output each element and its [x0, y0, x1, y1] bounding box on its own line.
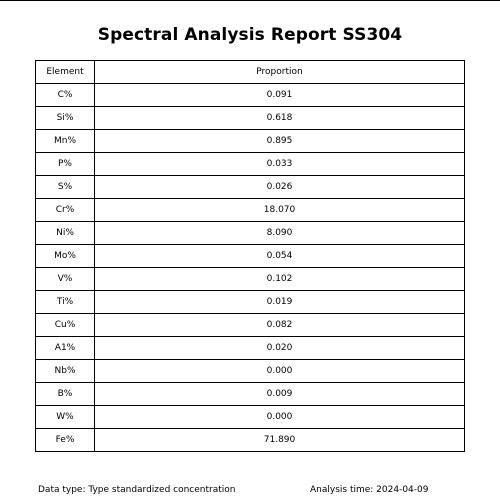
table-header-row: [36, 61, 465, 84]
table-row: [36, 222, 465, 245]
element-cell: C%: [36, 84, 95, 107]
proportion-cell: 0.102: [95, 268, 465, 291]
element-cell: Fe%: [36, 429, 95, 452]
table-row: [36, 383, 465, 406]
proportion-cell: 0.618: [95, 107, 465, 130]
table-row: [36, 84, 465, 107]
element-cell: B%: [36, 383, 95, 406]
proportion-cell: 0.000: [95, 360, 465, 383]
spectral-analysis-table: [35, 60, 465, 452]
element-cell: Si%: [36, 107, 95, 130]
table-row: [36, 130, 465, 153]
proportion-cell: 71.890: [95, 429, 465, 452]
proportion-cell: 0.026: [95, 176, 465, 199]
table-row: [36, 429, 465, 452]
column-header-proportion: Proportion: [95, 61, 465, 84]
table-row: [36, 337, 465, 360]
proportion-cell: 0.009: [95, 383, 465, 406]
table-row: [36, 291, 465, 314]
table-row: [36, 176, 465, 199]
element-cell: Mn%: [36, 130, 95, 153]
element-cell: S%: [36, 176, 95, 199]
element-cell: Ti%: [36, 291, 95, 314]
element-cell: Cr%: [36, 199, 95, 222]
proportion-cell: 0.020: [95, 337, 465, 360]
table-row: [36, 199, 465, 222]
element-cell: Mo%: [36, 245, 95, 268]
proportion-cell: 0.082: [95, 314, 465, 337]
data-type-label: Data type: Type standardized concentration: [38, 485, 236, 495]
proportion-cell: 0.033: [95, 153, 465, 176]
proportion-cell: 0.091: [95, 84, 465, 107]
table-row: [36, 153, 465, 176]
top-rule: [0, 0, 500, 1]
analysis-time-label: Analysis time: 2024-04-09: [310, 485, 429, 495]
table-row: [36, 268, 465, 291]
element-cell: Ni%: [36, 222, 95, 245]
proportion-cell: 0.019: [95, 291, 465, 314]
element-cell: Cu%: [36, 314, 95, 337]
table-row: [36, 360, 465, 383]
proportion-cell: 8.090: [95, 222, 465, 245]
element-cell: P%: [36, 153, 95, 176]
table-row: [36, 245, 465, 268]
element-cell: A1%: [36, 337, 95, 360]
table-row: [36, 406, 465, 429]
table-row: [36, 314, 465, 337]
proportion-cell: 0.054: [95, 245, 465, 268]
proportion-cell: 18.070: [95, 199, 465, 222]
report-title: Spectral Analysis Report SS304: [97, 25, 403, 45]
element-cell: W%: [36, 406, 95, 429]
proportion-cell: 0.895: [95, 130, 465, 153]
element-cell: Nb%: [36, 360, 95, 383]
table-row: [36, 107, 465, 130]
element-cell: V%: [36, 268, 95, 291]
proportion-cell: 0.000: [95, 406, 465, 429]
column-header-element: Element: [36, 61, 95, 84]
